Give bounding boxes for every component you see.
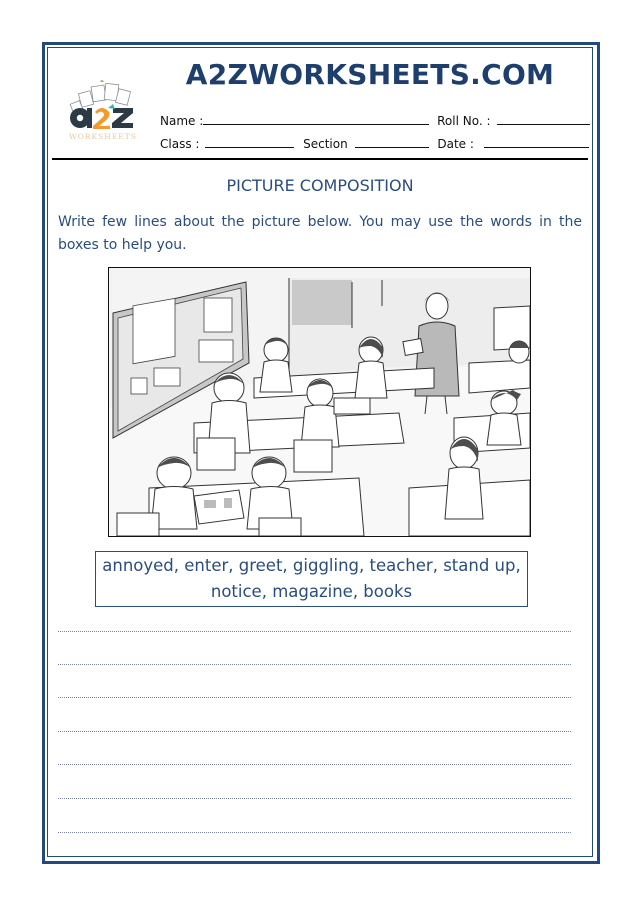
- word-hint-box: [95, 551, 528, 607]
- site-title: A2ZWORKSHEETS.COM: [185, 58, 555, 91]
- roll-no-field[interactable]: [497, 113, 590, 125]
- writing-line[interactable]: [58, 664, 571, 665]
- date-label: Date :: [437, 137, 474, 151]
- class-section-date-row: [160, 136, 589, 151]
- date-field[interactable]: [484, 136, 589, 148]
- classroom-picture: [108, 267, 531, 537]
- name-roll-row: [160, 113, 590, 128]
- roll-no-label: Roll No. :: [437, 114, 491, 128]
- writing-line[interactable]: [58, 764, 571, 765]
- class-field[interactable]: [205, 136, 294, 148]
- section-field[interactable]: [355, 136, 429, 148]
- header-divider: [52, 158, 588, 160]
- instructions-text: Write few lines about the picture below. You may use the words in the boxes to help you.: [58, 214, 582, 253]
- worksheet-title: PICTURE COMPOSITION: [226, 176, 414, 195]
- word-hint-line-1: annoyed, enter, greet, giggling, teacher, stand up,: [102, 556, 521, 575]
- name-label: Name :: [160, 114, 204, 128]
- name-field[interactable]: [203, 113, 429, 125]
- class-label: Class :: [160, 137, 200, 151]
- a2z-worksheets-logo-icon: [60, 80, 146, 142]
- writing-line[interactable]: [58, 832, 571, 833]
- writing-line[interactable]: [58, 697, 571, 698]
- logo-subtitle: WORKSHEETS: [69, 132, 137, 141]
- classroom-illustration-icon: [109, 268, 530, 536]
- word-hint-line-2: notice, magazine, books: [210, 582, 413, 601]
- writing-line[interactable]: [58, 731, 571, 732]
- writing-line[interactable]: [58, 631, 571, 632]
- section-label: Section: [303, 137, 348, 151]
- writing-line[interactable]: [58, 798, 571, 799]
